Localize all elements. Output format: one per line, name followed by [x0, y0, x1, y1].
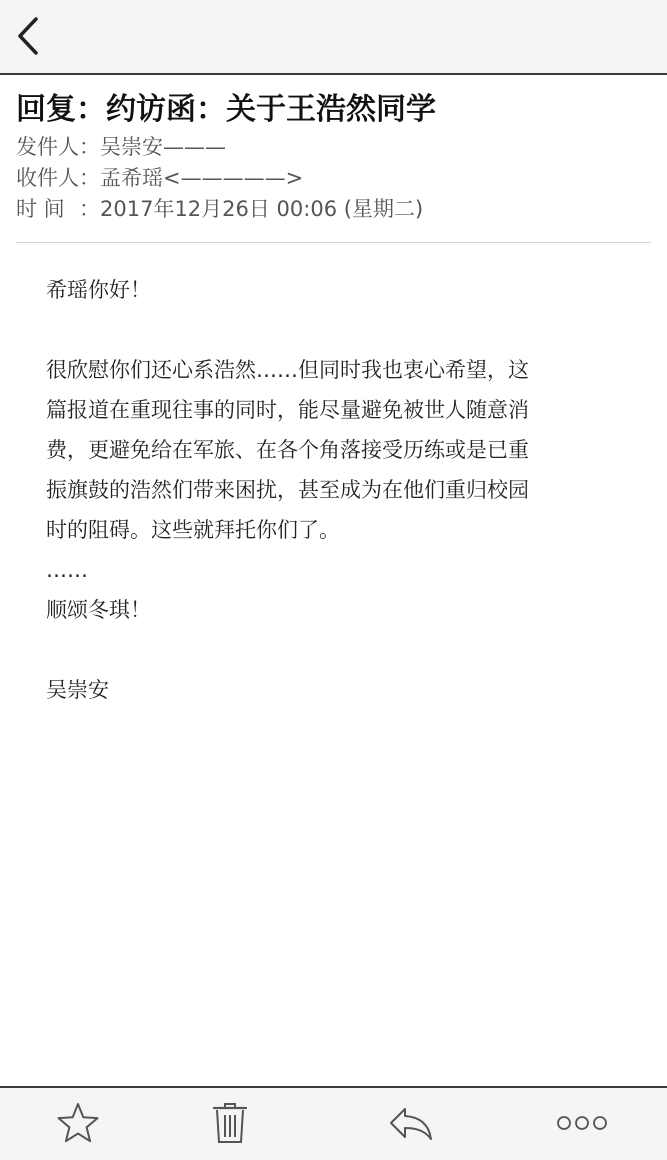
- time-label: 时 间: [16, 197, 65, 221]
- bottom-toolbar: [0, 1086, 667, 1160]
- time-row: [16, 194, 651, 225]
- email-body: [46, 270, 611, 710]
- body-line: 费，更避免给在军旅、在各个角落接受历练或是已重: [46, 438, 529, 462]
- blank-line: [46, 310, 611, 350]
- header-divider: [16, 242, 651, 243]
- to-value[interactable]: 孟希瑶<—————>: [100, 166, 304, 190]
- to-row: [16, 163, 651, 194]
- email-header: [16, 88, 651, 225]
- reply-button[interactable]: [386, 1100, 436, 1150]
- back-button[interactable]: [6, 10, 50, 66]
- from-colon: ：: [79, 135, 100, 159]
- to-label: 收件人: [16, 166, 79, 190]
- ellipsis-line: ……: [46, 558, 88, 582]
- star-icon: [56, 1101, 100, 1149]
- body-line: 时的阻碍。这些就拜托你们了。: [46, 518, 340, 542]
- to-colon: ：: [79, 166, 100, 190]
- email-subject: 回复：约访函：关于王浩然同学: [16, 92, 436, 127]
- from-row: [16, 132, 651, 163]
- time-value: 2017年12月26日 00:06 (星期二): [100, 197, 424, 221]
- greeting: 希瑶你好！: [46, 278, 151, 302]
- blank-line: [46, 630, 611, 670]
- body-line: 篇报道在重现往事的同时，能尽量避免被世人随意消: [46, 398, 529, 422]
- from-value[interactable]: 吴崇安———: [100, 135, 226, 159]
- body-line: 很欣慰你们还心系浩然……但同时我也衷心希望，这: [46, 358, 529, 382]
- from-label: 发件人: [16, 135, 79, 159]
- more-icon: [556, 1113, 608, 1137]
- favorite-button[interactable]: [53, 1100, 103, 1150]
- time-colon: ：: [79, 197, 100, 221]
- delete-button[interactable]: [205, 1100, 255, 1150]
- signature: 吴崇安: [46, 678, 109, 702]
- reply-icon: [387, 1103, 435, 1147]
- chevron-left-icon: [16, 16, 40, 60]
- top-nav-bar: [0, 0, 667, 75]
- closing-line: 顺颂冬琪！: [46, 598, 151, 622]
- trash-icon: [210, 1101, 250, 1149]
- more-button[interactable]: [556, 1100, 608, 1150]
- body-line: 振旗鼓的浩然们带来困扰，甚至成为在他们重归校园: [46, 478, 529, 502]
